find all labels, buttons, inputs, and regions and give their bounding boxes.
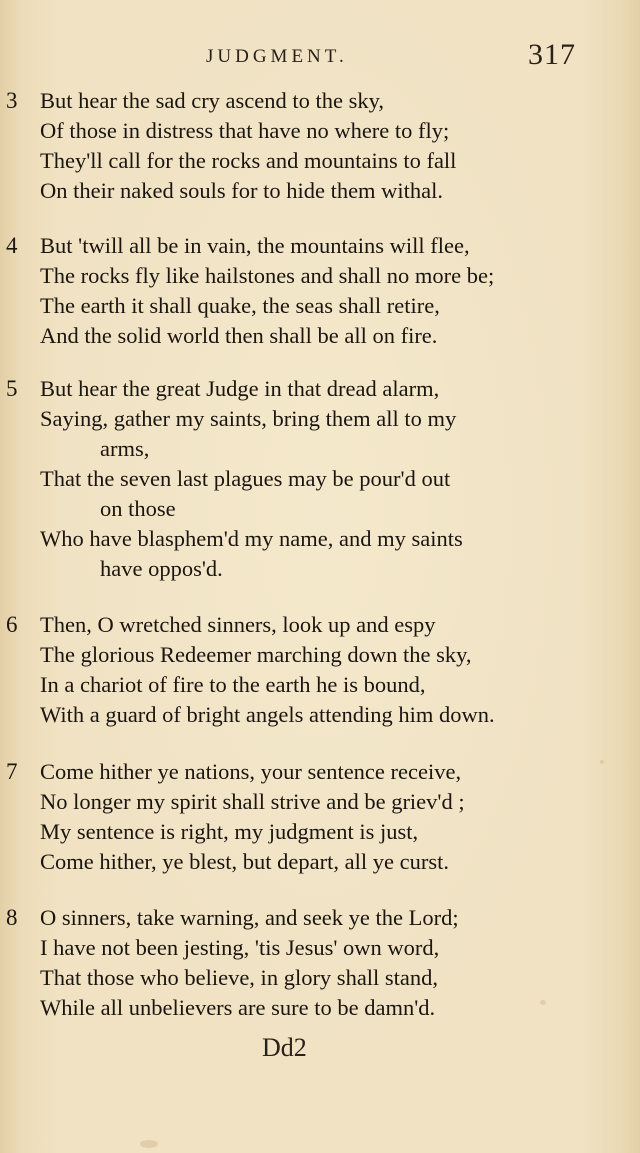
verse-line: And the solid world then shall be all on fire. <box>40 323 438 348</box>
stanza-number: 3 <box>6 88 18 113</box>
verse-line: Of those in distress that have no where to fly; <box>40 118 450 143</box>
verse-line: But hear the great Judge in that dread alarm, <box>40 376 440 401</box>
verse-line: on those <box>100 496 176 521</box>
verse-line: O sinners, take warning, and seek ye the Lord; <box>40 905 459 930</box>
verse-line: Who have blasphem'd my name, and my saints <box>40 526 463 551</box>
signature-mark: Dd2 <box>262 1033 307 1062</box>
page-number: 317 <box>528 38 576 71</box>
verse-line: I have not been jesting, 'tis Jesus' own word, <box>40 935 440 960</box>
verse-line: The rocks fly like hailstones and shall no more be; <box>40 263 495 288</box>
verse-line: Saying, gather my saints, bring them all to my <box>40 406 457 431</box>
stanza-number: 5 <box>6 376 18 401</box>
verse-line: With a guard of bright angels attending him down. <box>40 702 495 727</box>
verse-line: have oppos'd. <box>100 556 223 581</box>
verse-line: They'll call for the rocks and mountains to fall <box>40 148 457 173</box>
verse-line: Come hither ye nations, your sentence receive, <box>40 759 462 784</box>
stanza-number: 8 <box>6 905 18 930</box>
verse-line: That the seven last plagues may be pour'd out <box>40 466 451 491</box>
paper-stain <box>140 1140 158 1148</box>
stanza-number: 4 <box>6 233 18 258</box>
verse-line: While all unbelievers are sure to be damn'd. <box>40 995 436 1020</box>
paper-stain <box>540 1000 546 1005</box>
verse-line: My sentence is right, my judgment is just, <box>40 819 419 844</box>
running-head: JUDGMENT. <box>206 46 348 67</box>
verse-line: Come hither, ye blest, but depart, all ye curst. <box>40 849 449 874</box>
paper-stain <box>600 760 604 764</box>
verse-line: The glorious Redeemer marching down the sky, <box>40 642 472 667</box>
verse-line: The earth it shall quake, the seas shall retire, <box>40 293 440 318</box>
stanza-number: 6 <box>6 612 18 637</box>
verse-line: No longer my spirit shall strive and be griev'd ; <box>40 789 465 814</box>
verse-line: arms, <box>100 436 150 461</box>
page-header <box>0 38 640 78</box>
verse-line: That those who believe, in glory shall stand, <box>40 965 439 990</box>
stanza-number: 7 <box>6 759 18 784</box>
verse-line: But 'twill all be in vain, the mountains will flee, <box>40 233 470 258</box>
verse-line: But hear the sad cry ascend to the sky, <box>40 88 385 113</box>
verse-line: On their naked souls for to hide them withal. <box>40 178 444 203</box>
verse-line: Then, O wretched sinners, look up and espy <box>40 612 436 637</box>
verse-line: In a chariot of fire to the earth he is bound, <box>40 672 426 697</box>
